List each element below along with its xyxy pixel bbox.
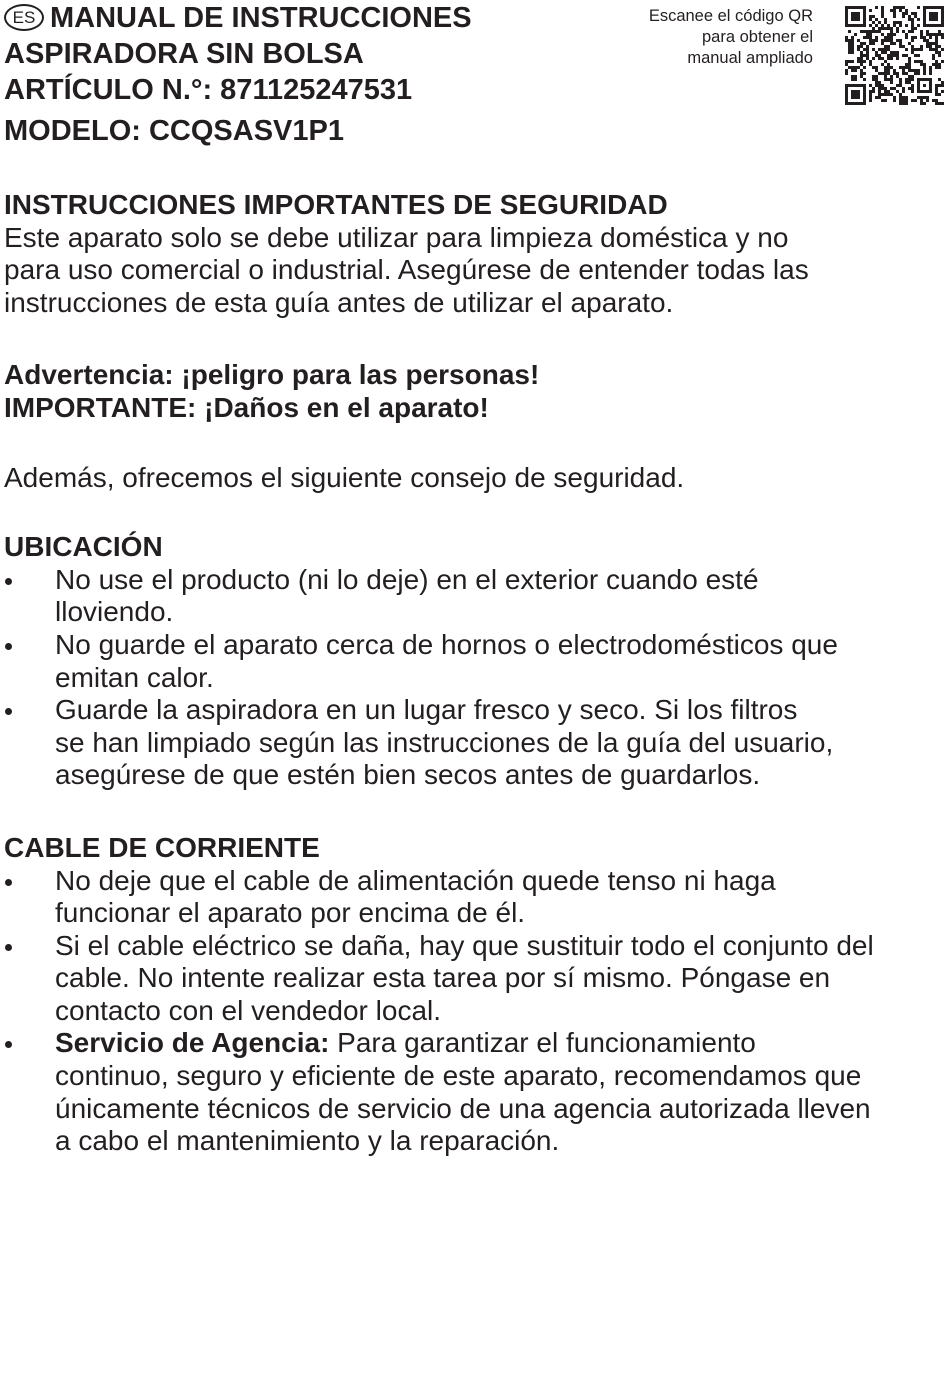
bullet-icon [5, 1041, 12, 1048]
title-line-2: ASPIRADORA SIN BOLSA [4, 38, 364, 70]
list-item-line [55, 1027, 944, 1060]
qr-text-line-2: para obtener el [702, 28, 813, 46]
list-item-line: cable. No intente realizar esta tarea por sí mismo. Póngase en [55, 962, 831, 994]
warning-device: IMPORTANTE: ¡Daños en el aparato! [4, 391, 489, 423]
list-item-line: contacto con el vendedor local. [55, 994, 442, 1026]
list-item-line: Si el cable eléctrico se daña, hay que sustituir todo el conjunto del [55, 929, 874, 961]
qr-text-line-3: manual ampliado [687, 49, 813, 67]
list-item [4, 694, 944, 792]
list-item [4, 629, 944, 694]
spacer [4, 494, 944, 531]
spacer [4, 425, 944, 462]
title-text-1: MANUAL DE INSTRUCCIONES [50, 2, 472, 34]
location-list [4, 564, 944, 792]
manual-content [4, 189, 944, 1158]
list-item-line: a cabo el mantenimiento y la reparación. [55, 1125, 560, 1157]
spacer [4, 792, 944, 832]
manual-title [4, 0, 624, 108]
list-item-line: No deje que el cable de alimentación quede tenso ni haga [55, 864, 776, 896]
title-line-1 [4, 0, 624, 36]
service-label: Servicio de Agencia: [55, 1027, 330, 1059]
language-badge: ES [4, 4, 44, 31]
power-cable-heading: CABLE DE CORRIENTE [4, 831, 320, 863]
list-item [4, 564, 944, 629]
list-item-line: Guarde la aspiradora en un lugar fresco y seco. Si los filtros [55, 694, 798, 726]
safety-intro-line-2: para uso comercial o industrial. Asegúrese de entender todas las [4, 254, 809, 286]
list-item-line: funcionar el aparato por encima de él. [55, 897, 526, 929]
safety-heading: INSTRUCCIONES IMPORTANTES DE SEGURIDAD [4, 189, 668, 220]
power-cable-list [4, 865, 944, 1158]
title-line-3: ARTÍCULO N.°: 871125247531 [4, 74, 413, 106]
warning-people: Advertencia: ¡peligro para las personas! [4, 359, 540, 391]
safety-intro-line-1: Este aparato solo se debe utilizar para limpieza doméstica y no [4, 221, 789, 253]
list-item-line: asegúrese de que estén bien secos antes de guardarlos. [55, 759, 761, 791]
model-number: MODELO: CCQSASV1P1 [4, 115, 344, 147]
bullet-icon [5, 578, 12, 585]
bullet-icon [5, 944, 12, 951]
list-item-line: emitan calor. [55, 661, 214, 693]
qr-code-icon[interactable] [845, 6, 944, 105]
list-item-line: continuo, seguro y eficiente de este aparato, recomendamos que [55, 1060, 862, 1092]
list-item [4, 1027, 944, 1157]
bullet-icon [5, 643, 12, 650]
list-item-line: No use el producto (ni lo deje) en el exterior cuando esté [55, 563, 759, 595]
service-text: Para garantizar el funcionamiento [329, 1027, 756, 1059]
list-item-line: No guarde el aparato cerca de hornos o electrodomésticos que [55, 628, 838, 660]
list-item [4, 930, 944, 1028]
safety-advice: Además, ofrecemos el siguiente consejo de seguridad. [4, 461, 685, 493]
bullet-icon [5, 879, 12, 886]
location-heading: UBICACIÓN [4, 531, 163, 563]
spacer [4, 319, 944, 359]
list-item-line: únicamente técnicos de servicio de una agencia autorizada lleven [55, 1092, 871, 1124]
qr-instructions [593, 6, 813, 69]
qr-text-line-1: Escanee el código QR [648, 7, 813, 25]
list-item [4, 865, 944, 930]
safety-intro-line-3: instrucciones de esta guía antes de utilizar el aparato. [4, 286, 674, 318]
list-item-line: lloviendo. [55, 596, 174, 628]
bullet-icon [5, 708, 12, 715]
list-item-line: se han limpiado según las instrucciones de la guía del usuario, [55, 726, 834, 758]
